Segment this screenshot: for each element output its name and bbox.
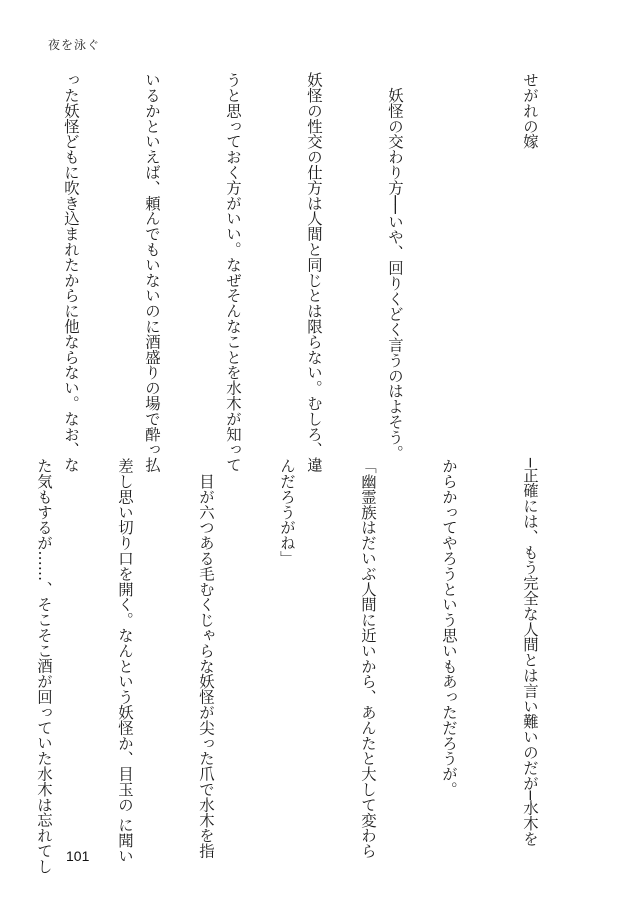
chapter-title: せがれの嫁 <box>521 72 539 149</box>
text-line: んだろうがね」 <box>278 458 296 566</box>
text-line: 「幽霊族はだいぶ人間に近いから、あんたと大して変わら <box>359 458 377 859</box>
text-line <box>0 72 3 458</box>
text-line: いるかといえば、頼んでもいないのに酒盛りの場で酔っ払 <box>143 72 161 473</box>
text-line: 妖怪の性交の仕方は人間と同じとは限らない。むしろ、違 <box>305 72 323 473</box>
text-line: ─正確には、もう完全な人間とは言い難いのだが─水木を <box>521 458 539 847</box>
page-number: 101 <box>66 848 90 864</box>
text-line: った妖怪どもに吹き込まれたからに他ならない。なお、な <box>62 72 80 473</box>
text-line: うと思っておく方がいい。なぜそんなことを水木が知って <box>224 72 242 473</box>
text-line: 妖怪の交わり方──いや、回りくどく言うのはよそう。 <box>386 72 404 461</box>
text-line: 差し思い切り口を開く。なんという妖怪か、目玉の に聞い <box>116 458 134 864</box>
text-line: からかってやろうという思いもあっただろうが。 <box>440 458 458 797</box>
running-header: 夜を泳ぐ <box>48 38 101 52</box>
text-line: た気もするが……、そこそこ酒が回っていた水木は忘れてし <box>35 458 53 874</box>
text-line: 目が六つある毛むくじゃらな妖怪が尖った爪で水木を指 <box>197 458 215 859</box>
text-block-top <box>62 72 597 473</box>
